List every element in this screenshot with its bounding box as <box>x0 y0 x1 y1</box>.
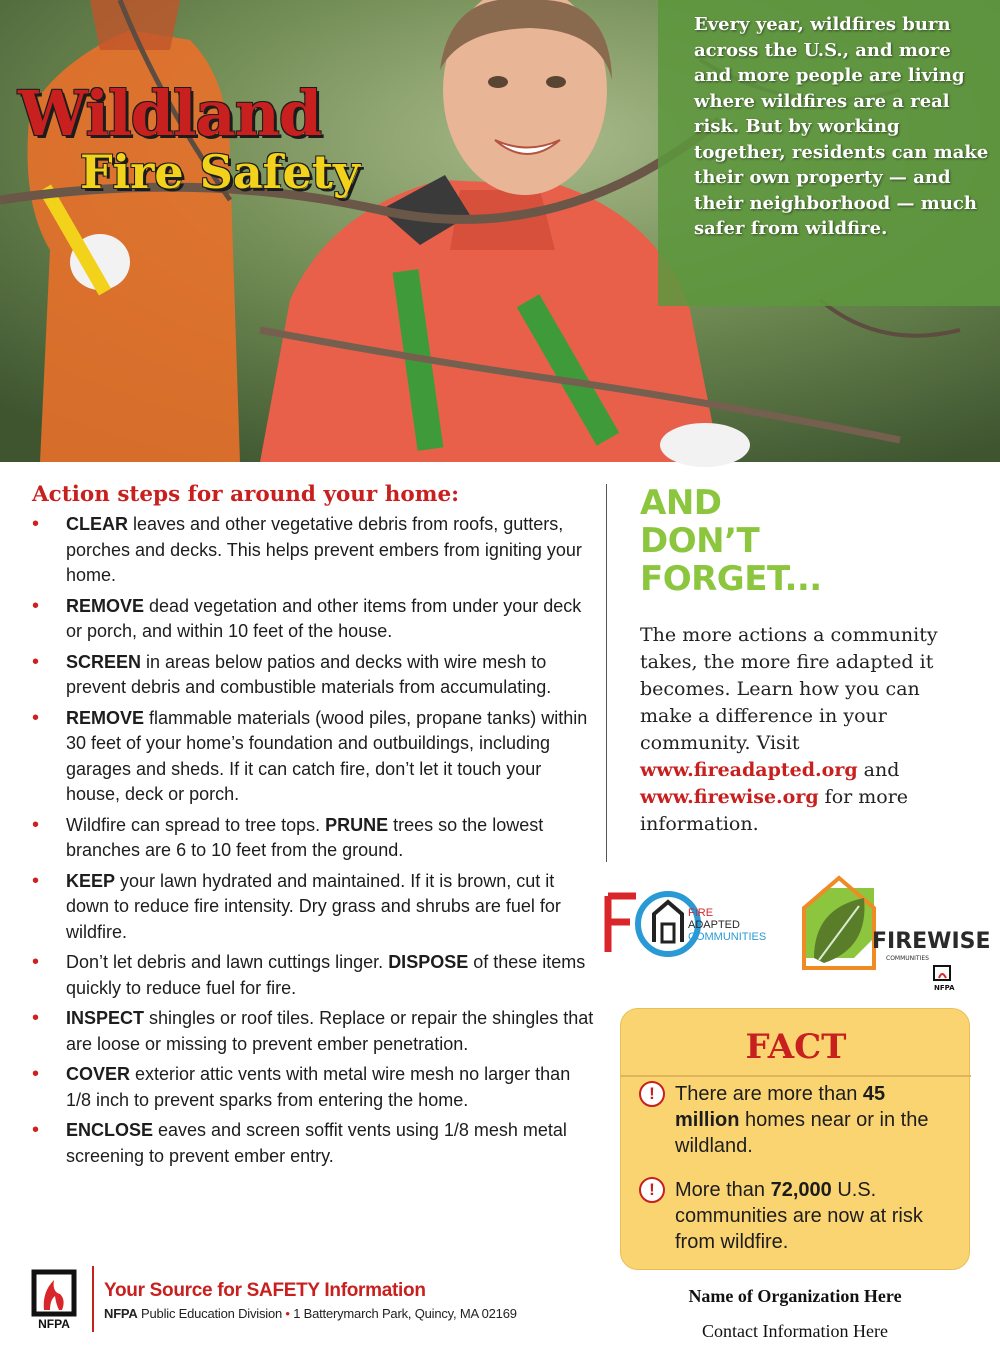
fact-item-homes-text-a: There are more than <box>675 1083 863 1105</box>
firewise-nfpa-text: NFPA <box>934 984 955 992</box>
organization-name: Name of Organization Here <box>688 1286 902 1306</box>
exclamation-icon: ! <box>639 1177 665 1203</box>
action-step-text: your lawn hydrated and maintained. If it is brown, cut it down to reduce fire intensity. Dry grass and shrubs are fuel for wildfire. <box>66 870 561 942</box>
action-step-keyword: CLEAR <box>66 514 128 534</box>
more-actions-text <box>640 622 940 838</box>
dont-forget-line3: FORGET... <box>640 559 822 599</box>
intro-text: Every year, wildfires burn across the U.S., and more and more people are living where wildfires are a real risk. But by working together, residents can make their own property — and their neighborhood — much safer from wildfire. <box>694 14 989 239</box>
action-step-text: trees so the lowest branches are 6 to 10 feet from the ground. <box>66 814 544 860</box>
fac-text-adapted: ADAPTED <box>688 919 740 931</box>
contact-information: Contact Information Here <box>702 1321 888 1341</box>
nfpa-logo-label: NFPA <box>38 1317 70 1331</box>
action-step-item <box>30 706 598 808</box>
action-step-item <box>30 650 598 701</box>
more-actions-outro: for more information. <box>640 786 909 835</box>
more-actions-and: and <box>857 759 900 781</box>
fact-title: FACT <box>745 1027 847 1067</box>
action-steps-heading: Action steps for around your home: <box>32 482 460 507</box>
fact-item-communities-text-a: More than <box>675 1179 771 1201</box>
action-step-keyword: INSPECT <box>66 1008 145 1028</box>
title-wildland: Wildland <box>18 77 322 150</box>
footer-tagline: Your Source for SAFETY Information <box>104 1280 426 1301</box>
firewise-communities-logo <box>794 878 991 998</box>
action-step-keyword: ENCLOSE <box>66 1120 154 1140</box>
fact-item-communities-text-c: U.S. communities are now at risk from wildfire. <box>675 1179 923 1253</box>
action-step-item <box>30 813 598 864</box>
footer-division-label: NFPA <box>104 1306 138 1321</box>
action-step-item <box>30 594 598 645</box>
action-step-item <box>30 1062 598 1113</box>
exclamation-icon: ! <box>639 1081 665 1107</box>
action-step-lead-text: Don’t let debris and lawn cuttings linger. <box>66 952 389 972</box>
action-step-keyword: COVER <box>66 1064 131 1084</box>
footer-street-address: 1 Batterymarch Park, Quincy, MA 02169 <box>289 1306 517 1321</box>
fac-text-communities: COMMUNITIES <box>688 931 767 943</box>
footer-separator: • <box>285 1306 290 1321</box>
action-step-text: dead vegetation and other items from under your deck or porch, and within 10 feet of the house. <box>66 595 582 641</box>
fact-divider <box>621 1075 971 1077</box>
action-step-text: in areas below patios and decks with wire mesh to prevent debris and combustible materials from accumulating. <box>66 651 552 697</box>
footer-division-rest: Public Education Division <box>137 1306 286 1321</box>
fire-adapted-communities-logo <box>604 884 794 964</box>
poster-title <box>18 77 438 199</box>
fireadapted-link[interactable]: www.fireadapted.org <box>640 759 858 781</box>
dont-forget-line2: DON’T <box>640 521 760 561</box>
column-divider <box>606 484 607 862</box>
action-step-lead-text: Wildfire can spread to tree tops. <box>66 814 326 835</box>
hero-photo-banner <box>0 0 1000 462</box>
action-step-item <box>30 1006 598 1057</box>
footer-rule <box>92 1266 94 1332</box>
action-step-item <box>30 869 598 946</box>
action-step-item <box>30 950 598 1001</box>
fact-item-homes-number: 45 million <box>675 1083 886 1131</box>
intro-panel <box>658 0 1000 306</box>
action-step-text: of these items quickly to reduce fuel for fire. <box>66 952 586 998</box>
fact-item-homes-text-c: homes near or in the wildland. <box>675 1109 929 1157</box>
footer-address <box>104 1306 517 1321</box>
action-step-keyword: PRUNE <box>325 814 389 835</box>
dont-forget-heading <box>640 484 822 598</box>
fact-item-communities-number: 72,000 <box>770 1179 832 1201</box>
action-steps-list <box>30 512 598 1174</box>
action-step-keyword: REMOVE <box>66 595 145 616</box>
firewise-sub-text: COMMUNITIES <box>886 955 929 962</box>
fact-item-homes <box>675 1081 955 1159</box>
action-step-item <box>30 512 598 589</box>
dont-forget-line1: AND <box>640 483 722 523</box>
action-step-keyword: SCREEN <box>66 651 142 672</box>
action-step-text: flammable materials (wood piles, propane tanks) within 30 feet of your home’s foundation and outbuildings, including garages and sheds. If it can catch fire, don’t let it touch your house, deck or porch. <box>66 707 588 804</box>
fact-box <box>620 1008 970 1270</box>
more-actions-intro: The more actions a community takes, the more fire adapted it becomes. Learn how you can make a difference in your community. Visit <box>640 624 938 754</box>
fact-item-communities <box>675 1177 955 1255</box>
action-step-keyword: REMOVE <box>66 707 145 728</box>
action-step-text: leaves and other vegetative debris from roofs, gutters, porches and decks. This helps prevent embers from igniting your home. <box>66 514 582 585</box>
action-step-text: shingles or roof tiles. Replace or repair the shingles that are loose or missing to prevent ember penetration. <box>66 1008 594 1054</box>
firewise-text: FIREWISE <box>872 929 991 954</box>
action-step-item <box>30 1118 598 1169</box>
fac-text-fire: FIRE <box>688 907 714 919</box>
action-step-text: eaves and screen soffit vents using 1/8 mesh metal screening to prevent ember entry. <box>66 1120 567 1166</box>
action-step-keyword: DISPOSE <box>388 952 469 972</box>
firewise-link[interactable]: www.firewise.org <box>640 786 819 808</box>
action-step-keyword: KEEP <box>66 870 116 891</box>
action-step-text: exterior attic vents with metal wire mesh no larger than 1/8 inch to prevent sparks from entering the home. <box>66 1064 571 1110</box>
title-fire-safety: Fire Safety <box>80 145 360 199</box>
